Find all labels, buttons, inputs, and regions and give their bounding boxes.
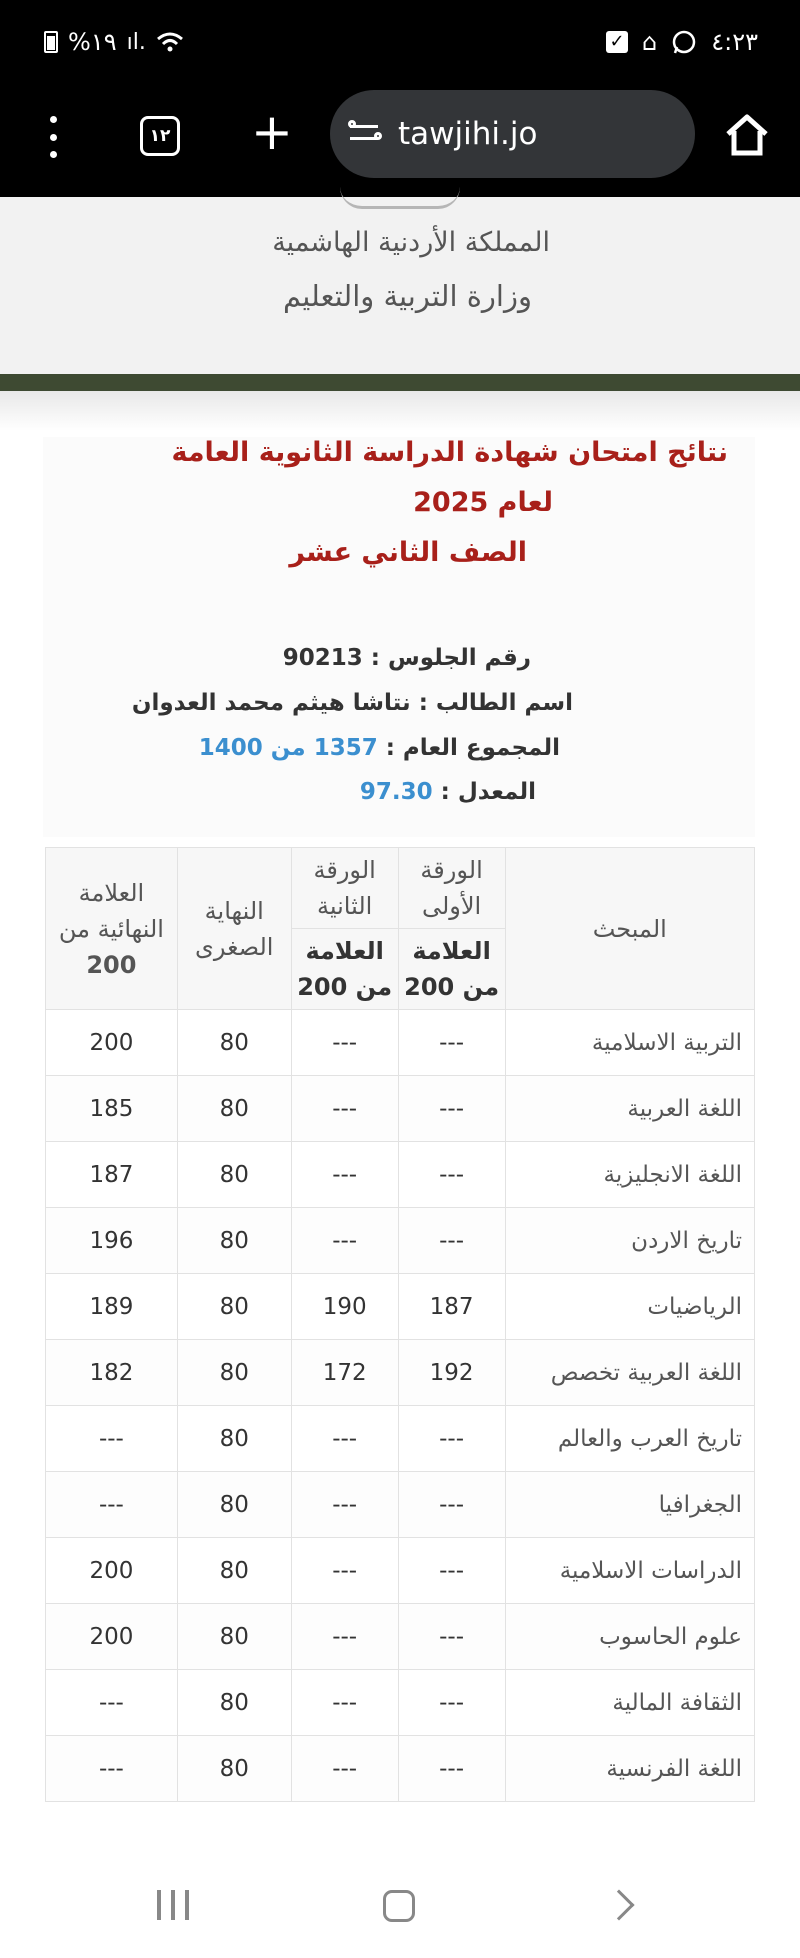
results-year: لعام 2025 — [413, 487, 553, 518]
paper2-cell: --- — [291, 1406, 398, 1472]
subject-cell: اللغة العربية — [505, 1076, 754, 1142]
col-min-final: النهاية الصغرى — [177, 848, 291, 1010]
table-row — [46, 1340, 755, 1406]
min-final-cell: 80 — [177, 1736, 291, 1802]
whatsapp-icon — [671, 29, 697, 55]
total-max: 1400 — [198, 735, 263, 761]
paper1-cell: --- — [398, 1736, 505, 1802]
table-row — [46, 1010, 755, 1076]
paper1-cell: --- — [398, 1406, 505, 1472]
min-final-cell: 80 — [177, 1010, 291, 1076]
paper2-cell: 172 — [291, 1340, 398, 1406]
col-subject: المبحث — [505, 848, 754, 1010]
browser-chrome — [0, 0, 800, 197]
address-bar[interactable] — [330, 90, 695, 178]
table-row — [46, 1142, 755, 1208]
signal-icon: ıl. — [126, 29, 146, 55]
browser-toolbar — [0, 90, 800, 197]
paper1-cell: --- — [398, 1538, 505, 1604]
paper2-cell: --- — [291, 1736, 398, 1802]
tune-icon[interactable] — [348, 117, 382, 151]
system-nav-bar — [0, 1850, 800, 1958]
paper2-cell: --- — [291, 1010, 398, 1076]
table-row — [46, 1736, 755, 1802]
min-final-cell: 80 — [177, 1274, 291, 1340]
result-summary — [43, 437, 755, 837]
total-label: المجموع العام : — [385, 735, 560, 761]
marks-table-body — [46, 1010, 755, 1802]
more-vert-icon[interactable] — [38, 112, 68, 162]
ministry-name: وزارة التربية والتعليم — [282, 279, 532, 313]
table-row — [46, 1406, 755, 1472]
paper2-cell: --- — [291, 1142, 398, 1208]
subject-cell: الجغرافيا — [505, 1472, 754, 1538]
average-value: 97.30 — [359, 779, 433, 805]
min-final-cell: 80 — [177, 1472, 291, 1538]
subject-cell: علوم الحاسوب — [505, 1604, 754, 1670]
seat-label: رقم الجلوس : — [370, 645, 531, 671]
home-nav-icon[interactable] — [383, 1890, 415, 1922]
min-final-cell: 80 — [177, 1142, 291, 1208]
min-final-cell: 80 — [177, 1340, 291, 1406]
table-row — [46, 1670, 755, 1736]
paper1-cell: --- — [398, 1472, 505, 1538]
tab-switcher-button[interactable]: ١٢ — [140, 116, 180, 156]
paper1-cell: 187 — [398, 1274, 505, 1340]
results-grade: الصف الثاني عشر — [289, 537, 527, 568]
min-final-cell: 80 — [177, 1406, 291, 1472]
total-of: من — [270, 735, 306, 761]
subject-cell: اللغة العربية تخصص — [505, 1340, 754, 1406]
emblem-logo — [340, 187, 460, 209]
recent-apps-icon[interactable] — [157, 1890, 189, 1920]
paper1-cell: --- — [398, 1670, 505, 1736]
final-mark-cell: --- — [46, 1670, 178, 1736]
student-name: نتاشا هيثم محمد العدوان — [131, 690, 411, 716]
min-final-cell: 80 — [177, 1538, 291, 1604]
paper2-cell: --- — [291, 1538, 398, 1604]
paper1-cell: --- — [398, 1142, 505, 1208]
final-mark-cell: 196 — [46, 1208, 178, 1274]
final-mark-cell: --- — [46, 1472, 178, 1538]
url-text[interactable]: tawjihi.jo — [398, 116, 538, 152]
subject-cell: الرياضيات — [505, 1274, 754, 1340]
col-paper2-sub: العلامة من 200 — [291, 929, 398, 1010]
final-mark-cell: 200 — [46, 1604, 178, 1670]
home-icon[interactable] — [722, 110, 772, 160]
paper1-cell: --- — [398, 1010, 505, 1076]
final-mark-cell: 182 — [46, 1340, 178, 1406]
subject-cell: تاريخ الاردن — [505, 1208, 754, 1274]
col-paper2: الورقة الثانية — [291, 848, 398, 929]
col-paper1-sub: العلامة من 200 — [398, 929, 505, 1010]
seat-number-line — [283, 645, 531, 671]
wifi-icon — [156, 31, 184, 53]
notification-app-icon: ⌂ — [642, 28, 658, 56]
table-row — [46, 1076, 755, 1142]
average-label: المعدل : — [440, 779, 536, 805]
site-header — [0, 197, 800, 374]
min-final-cell: 80 — [177, 1208, 291, 1274]
battery-percent: %١٩ — [68, 28, 117, 56]
paper2-cell: --- — [291, 1076, 398, 1142]
final-mark-cell: 189 — [46, 1274, 178, 1340]
total-line — [199, 735, 560, 761]
table-row — [46, 1538, 755, 1604]
status-right — [606, 28, 758, 56]
paper2-cell: 190 — [291, 1274, 398, 1340]
new-tab-button[interactable]: + — [251, 103, 293, 161]
status-time: ٤:٢٣ — [711, 28, 758, 56]
results-title: نتائج امتحان شهادة الدراسة الثانوية العامة — [171, 437, 728, 468]
battery-icon — [44, 31, 58, 53]
paper2-cell: --- — [291, 1208, 398, 1274]
notification-check-icon: ✓ — [606, 31, 628, 53]
kingdom-name: المملكة الأردنية الهاشمية — [272, 227, 550, 258]
subject-cell: التربية الاسلامية — [505, 1010, 754, 1076]
paper1-cell: 192 — [398, 1340, 505, 1406]
student-name-line — [132, 690, 573, 716]
subject-cell: اللغة الانجليزية — [505, 1142, 754, 1208]
table-row — [46, 1208, 755, 1274]
final-mark-max: 200 — [86, 950, 137, 979]
back-nav-icon[interactable] — [603, 1889, 634, 1920]
final-mark-label: العلامة النهائية من — [58, 878, 164, 943]
subject-cell: اللغة الفرنسية — [505, 1736, 754, 1802]
paper1-cell: --- — [398, 1208, 505, 1274]
final-mark-cell: --- — [46, 1736, 178, 1802]
final-mark-cell: --- — [46, 1406, 178, 1472]
final-mark-cell: 185 — [46, 1076, 178, 1142]
table-row — [46, 1472, 755, 1538]
col-final-mark — [46, 848, 178, 1010]
paper1-cell: --- — [398, 1604, 505, 1670]
subject-cell: الدراسات الاسلامية — [505, 1538, 754, 1604]
subject-cell: الثقافة المالية — [505, 1670, 754, 1736]
table-row — [46, 1604, 755, 1670]
min-final-cell: 80 — [177, 1670, 291, 1736]
final-mark-cell: 200 — [46, 1538, 178, 1604]
paper2-cell: --- — [291, 1670, 398, 1736]
seat-number: 90213 — [282, 645, 363, 671]
col-paper1: الورقة الأولى — [398, 848, 505, 929]
final-mark-cell: 187 — [46, 1142, 178, 1208]
paper1-cell: --- — [398, 1076, 505, 1142]
total-value: 1357 — [313, 735, 378, 761]
header-divider — [0, 374, 800, 391]
final-mark-cell: 200 — [46, 1010, 178, 1076]
marks-table — [45, 847, 755, 1802]
paper2-cell: --- — [291, 1604, 398, 1670]
table-row — [46, 1274, 755, 1340]
header-shadow — [0, 391, 800, 431]
min-final-cell: 80 — [177, 1604, 291, 1670]
average-line — [360, 779, 536, 805]
status-left — [44, 28, 184, 56]
student-label: اسم الطالب : — [418, 690, 573, 716]
status-bar — [0, 0, 800, 90]
min-final-cell: 80 — [177, 1076, 291, 1142]
paper2-cell: --- — [291, 1472, 398, 1538]
subject-cell: تاريخ العرب والعالم — [505, 1406, 754, 1472]
